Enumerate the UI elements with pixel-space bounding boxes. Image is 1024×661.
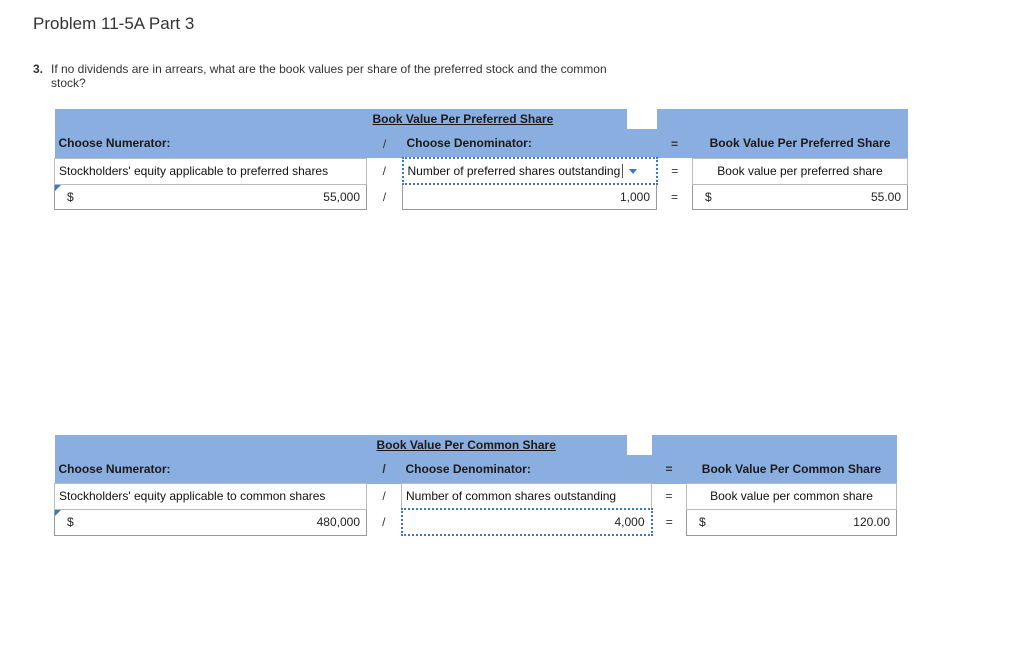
preferred-denominator-label: Number of preferred shares outstanding — [408, 164, 624, 178]
common-denominator-select[interactable]: Number of common shares outstanding — [402, 484, 652, 510]
common-result-value: 120.00 — [853, 515, 890, 529]
common-denominator-header: Choose Denominator: — [405, 462, 531, 476]
preferred-result-header: Book Value Per Preferred Share — [709, 136, 891, 151]
common-equals-symbol-2: = — [665, 489, 673, 504]
question-text: If no dividends are in arrears, what are the book values per share of the preferred stock and the common stock? — [51, 62, 607, 90]
common-denominator-value: 4,000 — [614, 515, 645, 529]
common-equals-symbol-3: = — [665, 515, 673, 529]
common-result-amount[interactable] — [687, 509, 897, 535]
currency-symbol: $ — [699, 515, 706, 529]
common-banner-title: Book Value Per Common Share — [376, 438, 556, 452]
currency-symbol: $ — [705, 189, 712, 204]
preferred-result-label: Book value per preferred share — [693, 158, 908, 184]
preferred-result-value: 55.00 — [870, 189, 901, 204]
preferred-banner-title: Book Value Per Preferred Share — [372, 112, 554, 126]
preferred-result-amount[interactable] — [693, 184, 908, 210]
currency-symbol: $ — [67, 189, 74, 204]
common-divide-symbol-2: / — [382, 489, 386, 504]
chevron-down-icon[interactable] — [629, 169, 637, 174]
common-divide-symbol-3: / — [382, 515, 386, 529]
preferred-divide-symbol-3: / — [382, 189, 387, 204]
preferred-equals-symbol-3: = — [670, 189, 678, 204]
common-result-label: Book value per common share — [687, 484, 897, 510]
preferred-divide-symbol: / — [382, 136, 387, 151]
common-numerator-amount[interactable] — [55, 509, 367, 535]
preferred-denominator-amount[interactable] — [403, 184, 657, 210]
question — [33, 62, 633, 90]
preferred-numerator-value: 55,000 — [323, 189, 360, 204]
preferred-denominator-header: Choose Denominator: — [406, 136, 532, 150]
preferred-numerator-header: Choose Numerator: — [58, 136, 171, 151]
currency-symbol: $ — [67, 515, 74, 529]
preferred-numerator-amount[interactable] — [55, 184, 367, 210]
page-title: Problem 11-5A Part 3 — [33, 14, 195, 33]
preferred-equals-symbol-2: = — [671, 164, 679, 178]
common-result-header: Book Value Per Common Share — [701, 462, 882, 476]
common-divide-symbol: / — [382, 462, 386, 477]
preferred-numerator-select[interactable]: Stockholders' equity applicable to preferred shares — [55, 158, 367, 184]
common-equals-symbol: = — [665, 462, 673, 477]
common-book-value-table — [54, 435, 897, 536]
preferred-denominator-value: 1,000 — [619, 190, 650, 204]
common-numerator-select[interactable]: Stockholders' equity applicable to common shares — [55, 484, 367, 510]
common-denominator-amount[interactable] — [402, 509, 652, 535]
preferred-divide-symbol-2: / — [382, 164, 386, 178]
common-numerator-value: 480,000 — [316, 515, 360, 529]
preferred-book-value-table — [54, 109, 908, 210]
preferred-equals-symbol: = — [670, 136, 678, 151]
question-number: 3. — [33, 62, 44, 76]
common-numerator-header: Choose Numerator: — [58, 462, 171, 476]
preferred-denominator-select[interactable] — [403, 158, 657, 184]
